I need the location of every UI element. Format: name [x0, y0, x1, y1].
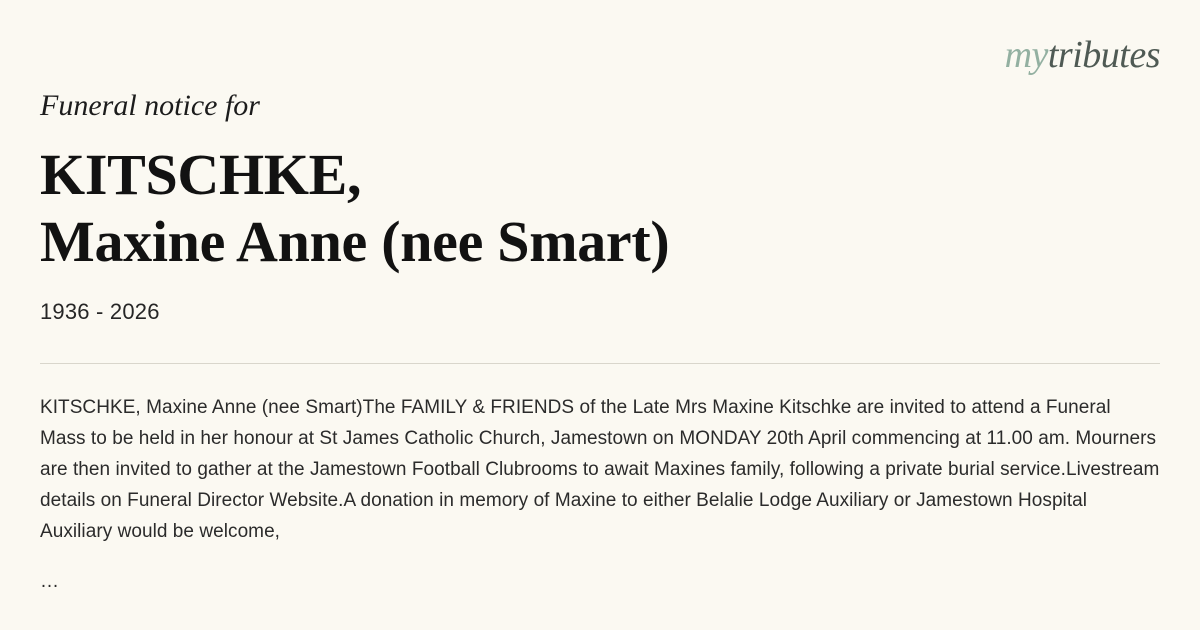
- deceased-given-names: Maxine Anne (nee Smart): [40, 208, 670, 274]
- life-dates: 1936 - 2026: [40, 299, 160, 325]
- notice-body: KITSCHKE, Maxine Anne (nee Smart)The FAMILY & FRIENDS of the Late Mrs Maxine Kitschke are invited to attend a Funeral Mass to be held in her honour at St James Catholic Church, Jamestown on MONDAY 20th April commencing at 11.00 am. Mourners are then invited to gather at the Jamestown Football Clubrooms to await Maxines family, following a private burial service.Livestream details on Funeral Director Website.A donation in memory of Maxine to either Belalie Lodge Auxiliary or Jamestown Hospital Auxiliary would be welcome,: [40, 397, 1160, 543]
- logo-tributes-text: tributes: [1047, 34, 1160, 76]
- section-divider: [40, 363, 1160, 364]
- mytributes-logo: [1005, 36, 1160, 74]
- deceased-surname: KITSCHKE,: [40, 142, 362, 207]
- notice-eyebrow: Funeral notice for: [40, 89, 260, 122]
- logo-my-text: my: [1004, 34, 1048, 76]
- truncation-indicator: …: [40, 571, 59, 593]
- page-title: [40, 142, 1160, 275]
